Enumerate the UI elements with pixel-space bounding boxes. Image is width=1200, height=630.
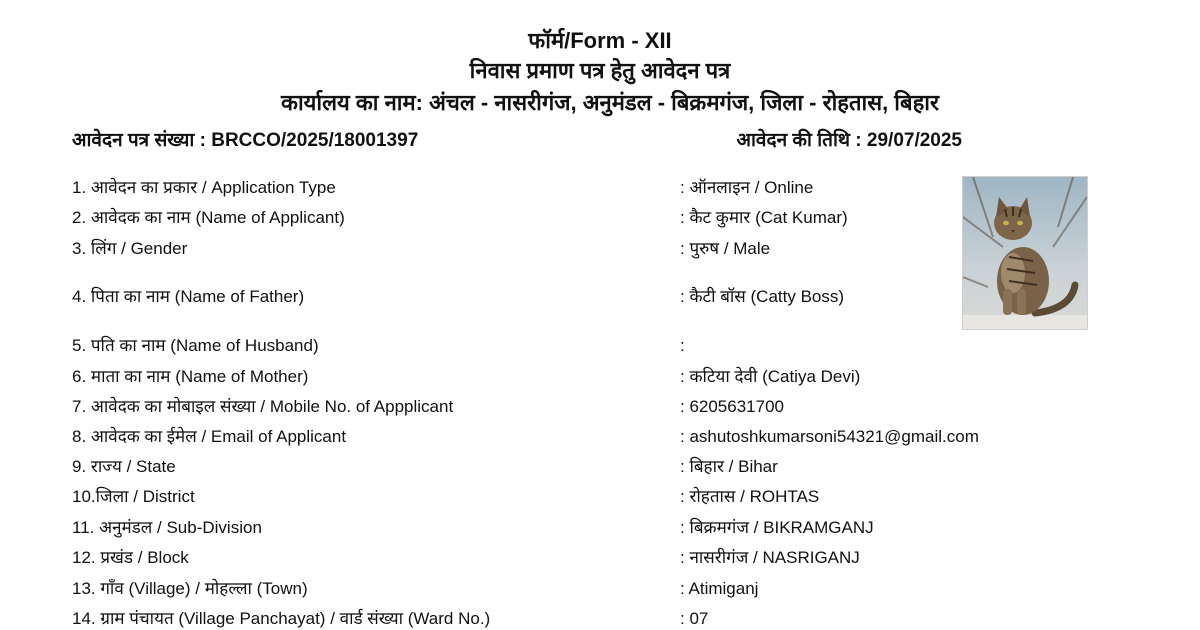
field-value: : नासरीगंज / NASRIGANJ bbox=[680, 548, 860, 567]
field-label: 14. ग्राम पंचायत (Village Panchayat) / वार्ड संख्या (Ward No.) bbox=[72, 609, 491, 628]
application-date: आवेदन की तिथि : 29/07/2025 bbox=[736, 130, 962, 151]
cat-icon bbox=[963, 177, 1087, 329]
field-label: 2. आवेदक का नाम (Name of Applicant) bbox=[72, 208, 345, 227]
field-value: : कैटी बॉस (Catty Boss) bbox=[680, 287, 845, 306]
field-value: : bbox=[680, 336, 685, 355]
form-subtitle: निवास प्रमाण पत्र हेतु आवेदन पत्र bbox=[469, 58, 731, 83]
field-label: 6. माता का नाम (Name of Mother) bbox=[72, 367, 309, 386]
field-value: : 07 bbox=[680, 609, 709, 628]
field-value: : कैट कुमार (Cat Kumar) bbox=[680, 208, 848, 227]
field-label: 10.जिला / District bbox=[72, 487, 195, 506]
applicant-photo bbox=[962, 176, 1088, 330]
form-title: फॉर्म/Form - XII bbox=[528, 28, 672, 53]
field-value: : Atimiganj bbox=[680, 579, 759, 598]
field-value: : ऑनलाइन / Online bbox=[680, 178, 814, 197]
field-label: 1. आवेदन का प्रकार / Application Type bbox=[72, 178, 336, 197]
field-label: 11. अनुमंडल / Sub-Division bbox=[72, 518, 262, 537]
field-value: : 6205631700 bbox=[680, 397, 784, 416]
field-label: 12. प्रखंड / Block bbox=[72, 548, 189, 567]
field-label: 4. पिता का नाम (Name of Father) bbox=[72, 287, 305, 306]
field-label: 7. आवेदक का मोबाइल संख्या / Mobile No. of Appplicant bbox=[72, 397, 454, 416]
field-value: : रोहतास / ROHTAS bbox=[680, 487, 820, 506]
field-value: : पुरुष / Male bbox=[680, 239, 771, 258]
field-label: 9. राज्य / State bbox=[72, 457, 176, 476]
field-label: 8. आवेदक का ईमेल / Email of Applicant bbox=[72, 427, 347, 446]
office-name: कार्यालय का नाम: अंचल - नासरीगंज, अनुमंडल - बिक्रमगंज, जिला - रोहतास, बिहार bbox=[281, 90, 939, 115]
field-value: : बिक्रमगंज / BIKRAMGANJ bbox=[680, 518, 874, 537]
field-value: : बिहार / Bihar bbox=[680, 457, 778, 476]
field-label: 3. लिंग / Gender bbox=[72, 239, 188, 258]
field-value: : कटिया देवी (Catiya Devi) bbox=[680, 367, 861, 386]
field-label: 5. पति का नाम (Name of Husband) bbox=[72, 336, 319, 355]
application-number: आवेदन पत्र संख्या : BRCCO/2025/18001397 bbox=[72, 130, 419, 151]
form-header bbox=[0, 26, 1200, 120]
field-value: : ashutoshkumarsoni54321@gmail.com bbox=[680, 427, 979, 446]
field-label: 13. गाँव (Village) / मोहल्ला (Town) bbox=[72, 579, 308, 598]
